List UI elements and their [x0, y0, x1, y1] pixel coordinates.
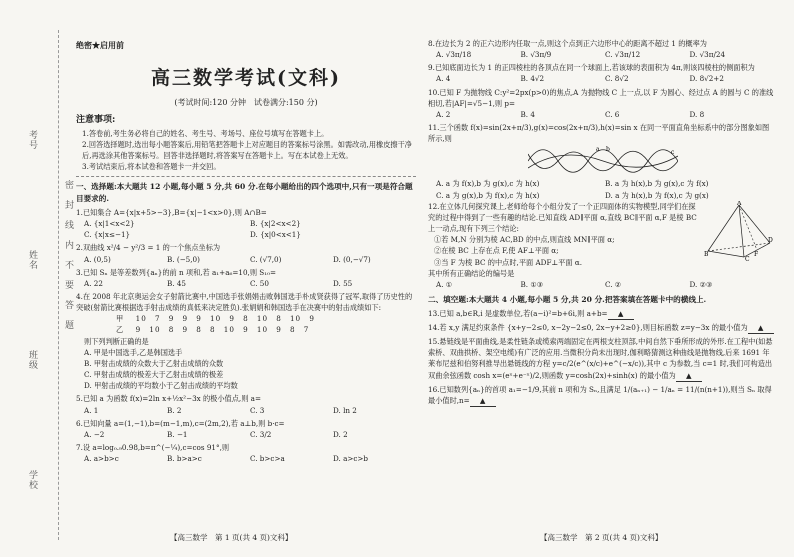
option: D. (0,−√7) [333, 254, 371, 264]
score-row-jia: 甲 10 7 9 9 9 10 9 8 10 8 10 9 [116, 314, 315, 324]
option: C. √3π/12 [605, 50, 641, 60]
fill-question [428, 308, 774, 320]
option: A. 4 [436, 74, 451, 84]
option: D. 2 [333, 429, 348, 439]
question-stem: 1.已知集合 A={x|x+5>−3},B={x|−1<x>0},则 A∩B= [76, 207, 267, 217]
seal-line-text: 密 封 线 内 不 要 答 题 [63, 180, 73, 330]
option: D. ②③ [689, 279, 713, 289]
question [428, 87, 774, 120]
question [428, 122, 774, 144]
left-column [76, 48, 416, 464]
vertex-label: B [704, 250, 709, 258]
option-group [76, 405, 416, 416]
option: D. a>c>b [333, 454, 369, 464]
question [76, 242, 416, 264]
option: B. 甲射击成绩的众数大于乙射击成绩的众数 [84, 358, 224, 368]
fill-question-stem: 14.若 x,y 满足约束条件 {x+y−2≤0, x−2y−2≤0, 2x−y+2≥0},则目标函数 z=y−3x 的最小值为 [428, 322, 748, 332]
option: C. ② [605, 279, 622, 289]
q12-item: ①若 M,N 分别为棱 AC,BD 的中点,则直线 MN∥平面 α; [434, 235, 615, 245]
option: A. a 为 f(x),b 为 g(x),c 为 h(x) [436, 179, 540, 189]
option: D. a 为 h(x),b 为 f(x),c 为 g(x) [605, 190, 709, 200]
curve-label-b: b [606, 146, 610, 154]
curve-label-c: c [671, 149, 675, 157]
answer-blank: ▲ [470, 395, 496, 407]
fill-question-stem: 15.悬链线是平面曲线,是柔性链条或缆索两端固定在两根支柱顶部,中间自然下垂所形成的外形.在工程中(如悬索桥、双曲拱桥、架空电缆)有广泛的应用.当微积分尚未出现时,伽利略猜测这种曲线是抛物线,后来 1691 年莱布尼兹和伯努利推导出悬链线的方程 y=c/2(e^(x/c)+e^(−x/c)),其中 c 为参数,当 c=1 时,我们可构造出双曲余弦函数 cosh x=(eˣ+e⁻ˣ)/2,则函数 y=cosh(2x)+sinh(x) 的最小值为 [428, 337, 773, 380]
question-stem: 7.设 a=log₀.₉0.98,b=π^(−¼),c=cos 91°,则 [76, 443, 230, 453]
question [76, 418, 416, 440]
edge [708, 251, 744, 257]
confidential-mark: 绝密★启用前 [76, 40, 124, 50]
option: D. 8 [689, 109, 705, 119]
option: C. 3 [250, 405, 265, 415]
option-group [428, 49, 774, 60]
option: A. 1 [84, 405, 99, 415]
option: A. √3π/18 [436, 50, 472, 60]
option: C. 甲射击成绩的极差大于乙射击成绩的极差 [84, 370, 224, 380]
edge [708, 205, 739, 251]
option: A. (0,5) [84, 254, 111, 264]
vertex-label: C [745, 255, 750, 261]
option-group [76, 254, 416, 265]
option: C. b>c>a [250, 454, 285, 464]
option-group [428, 73, 774, 84]
option: B. −1 [167, 429, 188, 439]
option: B. {x|2<x<2} [250, 219, 301, 229]
q4-lead: 则下列判断正确的是 [84, 336, 149, 346]
curve-c [528, 155, 678, 168]
option-group [76, 278, 416, 289]
question-stem: 9.已知底面边长为 1 的正四棱柱的各顶点在同一个球面上,若该球的表面积为 4π,则该四棱柱的侧面积为 [428, 63, 755, 73]
hidden-edge [708, 243, 770, 251]
fill-question [428, 322, 774, 334]
question-stem: 3.已知 Sₙ 是等差数列{aₙ}的前 n 项和,若 a₁+a₆=10,则 S₁₀= [76, 267, 277, 277]
question-stem: 10.已知 F 为抛物线 C:y²=2px(p>0)的焦点,A 为抛物线 C 上一点,以 F 为圆心、经过点 A 的圆与 C 的准线相切,若|AF|=√5−1,则 p= [428, 87, 774, 108]
note-item: 1.答卷前,考生务必将自己的姓名、考生号、考场号、座位号填写在答题卡上。 [82, 128, 329, 138]
question-stem: 4.在 2008 年北京奥运会女子射箭比赛中,中国选手张娟娟击败韩国选手朴成贤获得了冠军,取得了历史性的突破(射箭比赛根据选手射击成绩的真低来决定胜负).张娟娟和韩国选手在决赛中的射击成绩如下: [76, 292, 413, 313]
question [76, 267, 416, 289]
class-label: 班级 [27, 350, 37, 370]
note-item: 3.考试结束后,将本试卷和答题卡一并交回。 [82, 162, 221, 172]
binding-strip [8, 30, 73, 545]
question [76, 207, 416, 240]
question-stem: 2.双曲线 x²/4 − y²/3 = 1 的一个焦点坐标为 [76, 243, 221, 253]
option: D. √3π/24 [689, 50, 726, 60]
q11-figure [428, 144, 774, 178]
question-stem: 6.已知向量 a=(1,−1),b=(m−1,m),c=(2m,2),若 a⊥b,则 b·c= [76, 418, 285, 428]
edge [739, 205, 744, 257]
option-group [76, 218, 416, 240]
option: C. 3/2 [250, 429, 272, 439]
q4-options [76, 347, 416, 392]
question [76, 442, 416, 464]
option-group [76, 429, 416, 440]
option-group [76, 453, 416, 464]
option-group [428, 109, 774, 120]
option: A. {x|1<x<2} [84, 219, 135, 229]
option: A. 22 [84, 278, 103, 288]
exam-subtitle: (考试时间:120 分钟 试卷满分:150 分) [174, 98, 318, 108]
question-stem: 11.三个函数 f(x)=sin(2x+π/3),g(x)=cos(2x+π/3),h(x)=sin x 在同一平面直角坐标系中的部分图象如图所示,则 [428, 123, 770, 144]
fill-in-questions [428, 308, 774, 407]
question-stem: 8.在边长为 2 的正六边形内任取一点,则这个点到正六边形中心的距离不超过 1 的概率为 [428, 39, 707, 48]
question-list [76, 207, 416, 313]
edge [739, 205, 770, 243]
option: C. (√7,0) [250, 254, 282, 264]
function-graph-figure [528, 144, 678, 178]
question [428, 62, 774, 84]
q12-item: ②在棱 BC 上存在点 F,使 AF⊥平面 α; [434, 246, 559, 256]
option: D. ln 2 [333, 405, 357, 415]
option: B. 4 [520, 109, 535, 119]
question-list [428, 38, 774, 144]
question-stem: 5.已知 a 为函数 f(x)=2ln x+½x²−3x 的极小值点,则 a= [76, 394, 261, 404]
question [76, 393, 416, 415]
curve-label-a: a [596, 146, 600, 154]
option: B. 45 [167, 278, 186, 288]
option: B. a 为 h(x),b 为 g(x),c 为 f(x) [605, 179, 709, 189]
option: C. 6 [605, 109, 620, 119]
section-one-heading: 一、选择题:本大题共 12 小题,每小题 5 分,共 60 分.在每小题给出的四个选项中,只有一项是符合题目要求的. [76, 182, 413, 204]
footer-right: 【高三数学 第 2 页(共 4 页)文科】 [540, 533, 663, 542]
right-column [428, 36, 774, 407]
notes-title: 注意事项: [76, 114, 116, 125]
option: C. {x|x≤−1} [84, 230, 131, 240]
answer-blank: ▲ [608, 308, 634, 320]
option: B. √3π/9 [520, 50, 552, 60]
option: A. ① [436, 279, 453, 289]
option: A. 甲是中国选手,乙是韩国选手 [84, 347, 183, 357]
score-row-yi: 乙 9 10 8 9 8 8 10 9 10 9 8 7 [116, 325, 310, 335]
fill-question-stem: 16.已知数列{aₙ}的首项 a₁=−1/9,其前 n 项和为 Sₙ,且满足 1/(aₙ₊₁) − 1/aₙ = 11/(n(n+1)),则当 Sₙ 取得最小值时,n= [428, 384, 772, 405]
option: D. 甲射击成绩的平均数小于乙射击成绩的平均数 [84, 381, 238, 391]
q12-lead: 其中所有正确结论的编号是 [428, 268, 515, 278]
option: A. −2 [84, 429, 105, 439]
option: B. 2 [167, 405, 182, 415]
vertex-label: D [768, 236, 773, 244]
vertex-label: A [737, 200, 742, 207]
option: B. b>a>c [167, 454, 202, 464]
name-label: 姓名 [27, 250, 37, 270]
page-title: 高三数学考试(文科) [151, 67, 341, 89]
q12-stem: 12.在立体几何探究课上,老师给每个小组分发了一个正四面体的实物模型,同学们在探究的过程中得到了一些有趣的结论.已知直线 AD∥平面 α,直线 BC∥平面 α,F 是棱 BC 上一动点,现有下列三个结论: [428, 201, 697, 234]
note-item: 2.回答选择题时,选出每小题答案后,用铅笔把答题卡上对应题目的答案标号涂黑。如需改动,用橡皮擦干净后,再选涂其他答案标号。回答非选择题时,将答案写在答题卡上。写在本试卷上无效。 [82, 139, 412, 161]
vertex-label: F [754, 250, 759, 258]
option: C. 8√2 [605, 74, 629, 84]
exam-no-label: 考号 [27, 130, 37, 150]
answer-blank: ▲ [748, 322, 774, 334]
option: B. 4√2 [520, 74, 545, 84]
hidden-edge [739, 205, 757, 250]
seal-dashed-line [58, 30, 59, 540]
question [76, 291, 416, 313]
option: B. ①③ [520, 279, 544, 289]
option: D. 55 [333, 278, 353, 288]
q11-options [428, 178, 774, 200]
fill-question [428, 336, 774, 382]
option: A. a>b>c [84, 454, 119, 464]
divider [76, 176, 416, 177]
question-list [76, 393, 416, 464]
question [428, 38, 774, 60]
fill-question-stem: 13.已知 a,b∈R,i 是虚数单位,若(a−i)²=b+6i,则 a+b= [428, 308, 608, 318]
fill-question [428, 384, 774, 407]
option: D. 8√2+2 [689, 74, 724, 84]
option: D. {x|0<x<1} [250, 230, 301, 240]
question-12 [428, 201, 774, 290]
school-label: 学校 [27, 470, 37, 490]
q12-item: ③当 F 为棱 BC 的中点时,平面 ADF⊥平面 α. [434, 257, 582, 267]
option: C. a 为 g(x),b 为 f(x),c 为 h(x) [436, 190, 540, 200]
option: A. 2 [436, 109, 451, 119]
tetrahedron-figure [704, 201, 774, 261]
answer-blank: ▲ [676, 370, 702, 382]
q12-options [428, 279, 774, 290]
option: B. (−5,0) [167, 254, 200, 264]
footer-left: 【高三数学 第 1 页(共 4 页)文科】 [170, 533, 293, 542]
option: C. 50 [250, 278, 269, 288]
section-two-heading: 二、填空题:本大题共 4 小题,每小题 5 分,共 20 分.把答案填在答题卡中的横线上. [428, 294, 707, 304]
